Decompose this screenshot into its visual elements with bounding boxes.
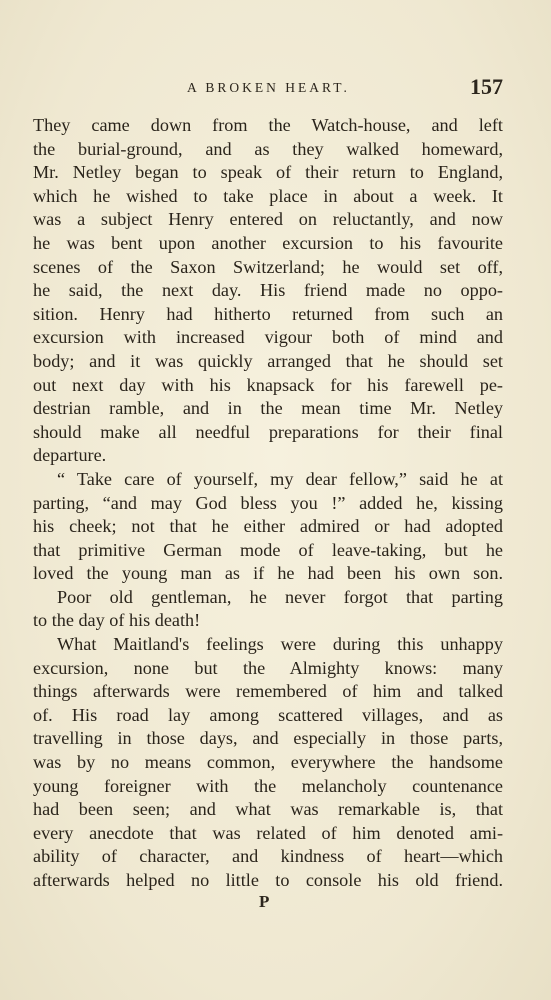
text-line: departure. (33, 445, 107, 466)
text-line: excursion with increased vigour both of mind and (33, 327, 503, 348)
text-line: of. His road lay among scattered villages, and as (33, 704, 503, 725)
text-line: should make all needful preparations for their final (33, 421, 503, 442)
text-line: things afterwards were remembered of him and talked (33, 681, 503, 702)
text-line: Mr. Netley began to speak of their return to England, (33, 162, 503, 183)
text-line: which he wished to take place in about a week. It (33, 185, 503, 206)
text-line: What Maitland's feelings were during this unhappy (57, 634, 503, 655)
text-line: his cheek; not that he either admired or had adopted (33, 516, 503, 537)
text-line: body; and it was quickly arranged that he should set (33, 350, 503, 371)
text-line: he said, the next day. His friend made no oppo- (33, 280, 503, 301)
text-line: scenes of the Saxon Switzerland; he would set off, (33, 256, 503, 277)
text-line: loved the young man as if he had been his own son. (33, 563, 503, 584)
text-line: “ Take care of yourself, my dear fellow,” said he at (57, 468, 503, 489)
text-line: sition. Henry had hitherto returned from such an (33, 303, 503, 324)
text-line: travelling in those days, and especially in those parts, (33, 728, 503, 749)
text-line: afterwards helped no little to console his old friend. (33, 870, 503, 890)
text-line: the burial-ground, and as they walked homeward, (33, 138, 503, 159)
text-line: ability of character, and kindness of heart—which (33, 846, 503, 867)
text-line: to the day of his death! (33, 610, 201, 631)
text-line: Poor old gentleman, he never forgot that parting (57, 586, 503, 607)
signature-mark: P (259, 892, 270, 911)
running-head: A BROKEN HEART. (187, 80, 350, 95)
page-number: 157 (470, 74, 503, 99)
text-line: excursion, none but the Almighty knows: many (33, 657, 503, 678)
text-line: that primitive German mode of leave-taking, but he (33, 539, 503, 560)
text-line: every anecdote that was related of him denoted ami- (33, 822, 503, 843)
text-line: destrian ramble, and in the mean time Mr. Netley (33, 398, 503, 419)
text-line: he was bent upon another excursion to his favourite (33, 232, 503, 253)
text-line: had been seen; and what was remarkable is, that (33, 799, 503, 820)
text-line: out next day with his knapsack for his farewell pe- (33, 374, 503, 395)
text-line: They came down from the Watch-house, and left (33, 115, 503, 135)
text-line: parting, “and may God bless you !” added he, kissing (33, 492, 503, 513)
text-line: was by no means common, everywhere the handsome (33, 752, 503, 773)
text-line: young foreigner with the melancholy countenance (33, 775, 503, 796)
text-line: was a subject Henry entered on reluctantly, and now (33, 209, 503, 230)
body-text (33, 114, 503, 893)
